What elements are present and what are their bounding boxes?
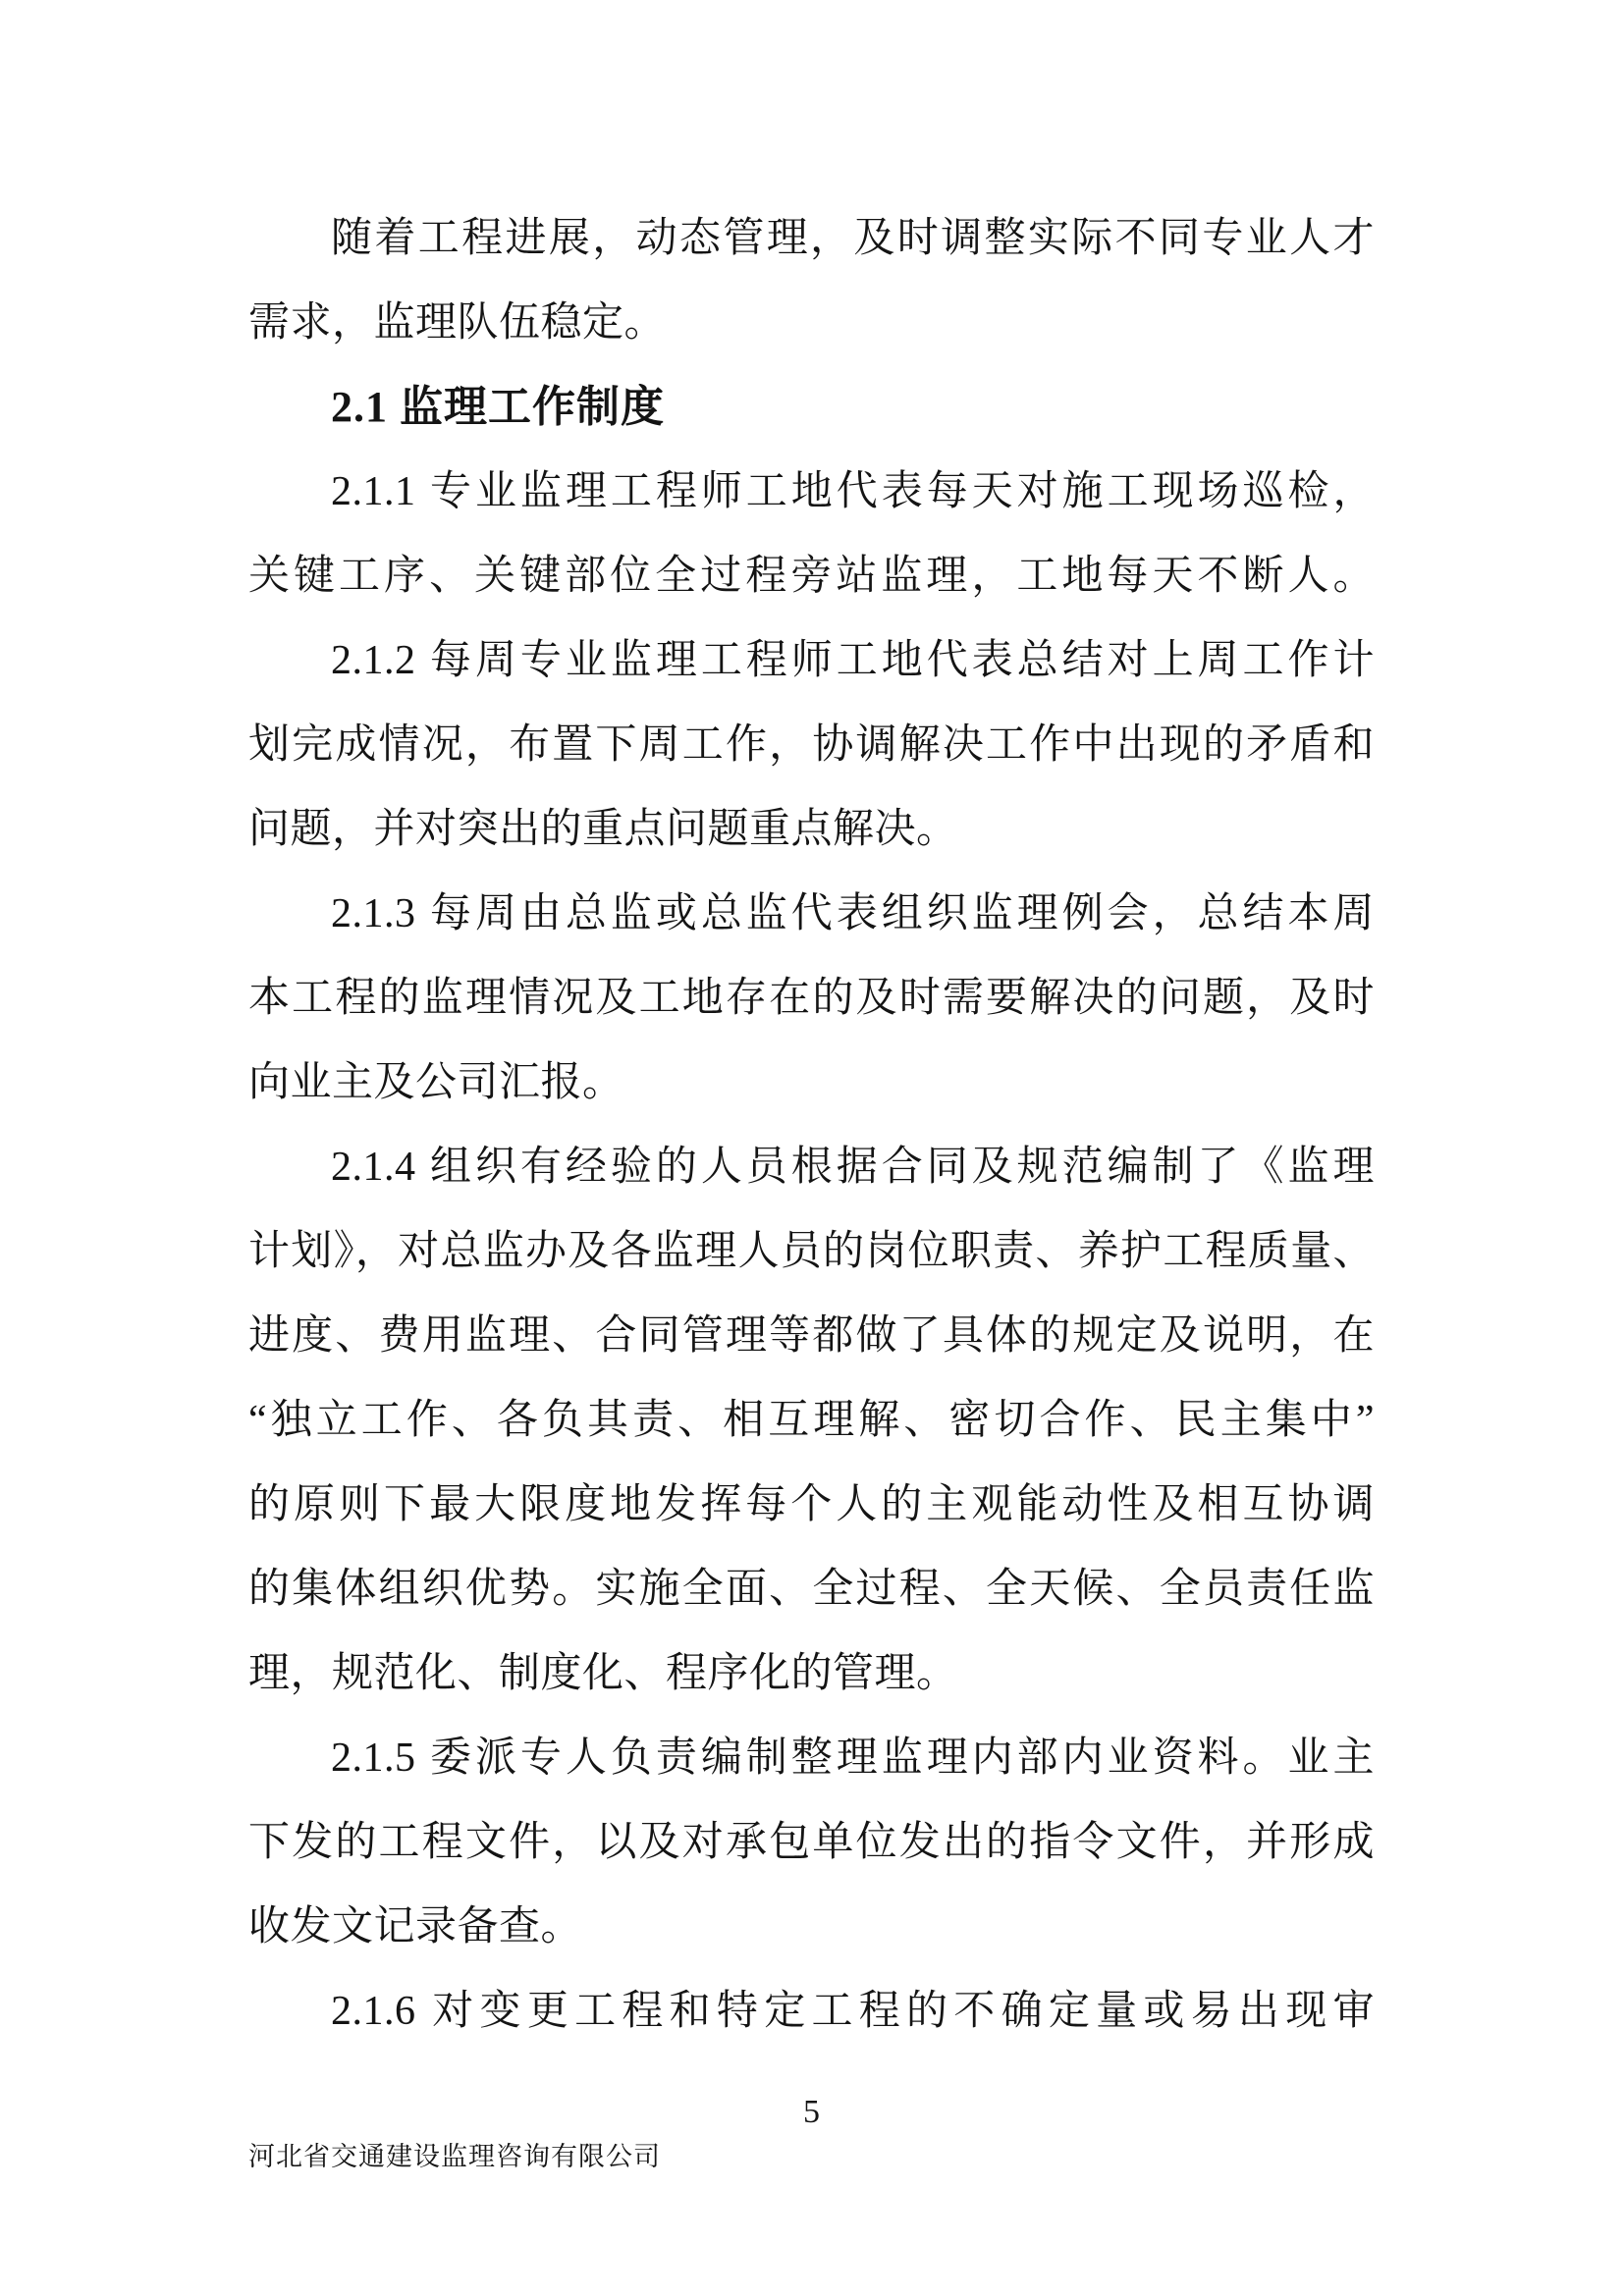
para-2-1-5-line-3: 收发文记录备查。: [248, 1904, 583, 1949]
para-2-1-6-line-1: 2.1.6 对变更工程和特定工程的不确定量或易出现审: [331, 1989, 1375, 2034]
para-2-1-4-line-7: 理，规范化、制度化、程序化的管理。: [248, 1651, 958, 1696]
document-body: [248, 196, 1375, 2054]
para-2-1-4-line-2: 计划》，对总监办及各监理人员的岗位职责、养护工程质量、: [248, 1229, 1375, 1274]
para-2-1-3-line-2: 本工程的监理情况及工地存在的及时需要解决的问题，及时: [248, 976, 1375, 1021]
para-2-1-1-line-2: 关键工序、关键部位全过程旁站监理，工地每天不断人。: [248, 554, 1375, 599]
section-heading-2-1: 2.1 监理工作制度: [331, 383, 665, 431]
para-2-1-4-line-5: 的原则下最大限度地发挥每个人的主观能动性及相互协调: [248, 1482, 1375, 1527]
para-intro-line-2: 需求，监理队伍稳定。: [248, 300, 667, 346]
para-2-1-4-line-3: 进度、费用监理、合同管理等都做了具体的规定及说明，在: [248, 1313, 1375, 1359]
para-2-1-4-line-4: “独立工作、各负其责、相互理解、密切合作、民主集中”: [248, 1398, 1375, 1443]
para-2-1-5-line-1: 2.1.5 委派专人负责编制整理监理内部内业资料。业主: [331, 1735, 1375, 1781]
para-2-1-1-line-1: 2.1.1 专业监理工程师工地代表每天对施工现场巡检，: [331, 469, 1375, 514]
footer-company-name: 河北省交通建设监理咨询有限公司: [248, 2142, 661, 2171]
para-2-1-4-line-6: 的集体组织优势。实施全面、全过程、全天候、全员责任监: [248, 1567, 1375, 1612]
para-2-1-3-line-3: 向业主及公司汇报。: [248, 1060, 624, 1105]
para-2-1-2-line-1: 2.1.2 每周专业监理工程师工地代表总结对上周工作计: [331, 638, 1375, 683]
para-2-1-4-line-1: 2.1.4 组织有经验的人员根据合同及规范编制了《监理: [331, 1145, 1375, 1190]
para-2-1-5-line-2: 下发的工程文件，以及对承包单位发出的指令文件，并形成: [248, 1820, 1375, 1865]
page-number: 5: [803, 2094, 820, 2130]
para-2-1-2-line-2: 划完成情况，布置下周工作，协调解决工作中出现的矛盾和: [248, 722, 1375, 768]
para-intro-line-1: 随着工程进展，动态管理，及时调整实际不同专业人才: [331, 216, 1375, 261]
para-2-1-3-line-1: 2.1.3 每周由总监或总监代表组织监理例会，总结本周: [331, 891, 1375, 936]
para-2-1-2-line-3: 问题，并对突出的重点问题重点解决。: [248, 807, 958, 852]
